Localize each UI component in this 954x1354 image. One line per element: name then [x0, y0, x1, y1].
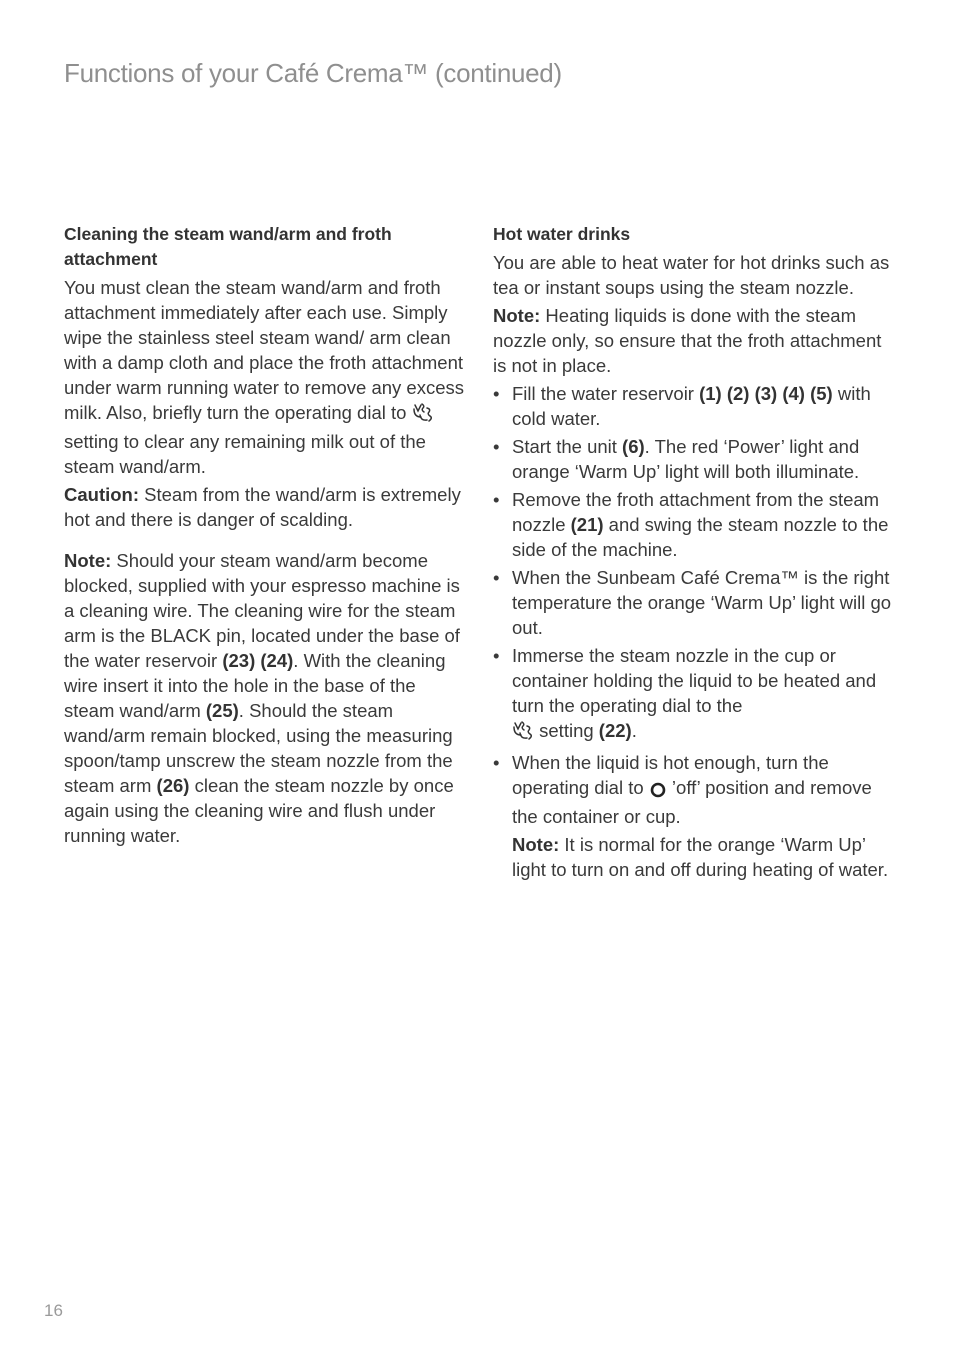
- list-text: and swing the steam nozzle to the side of the machine.: [512, 514, 889, 560]
- page-title: Functions of your Café Crema™ (continued): [64, 58, 562, 88]
- caution-paragraph: [64, 482, 464, 532]
- caution-label: Caution:: [64, 484, 140, 505]
- hot-water-note-text: Heating liquids is done with the steam nozzle only, so ensure that the froth attachment is not in place.: [493, 305, 882, 376]
- sub-note-label: Note:: [512, 834, 560, 855]
- cleaning-text-1: You must clean the steam wand/arm and froth attachment immediately after each use. Simply wipe the stainless steel steam wand/ arm clean with a damp cloth and place the froth attachment under warm running water to remove any excess milk. Also, briefly turn the operating dial to: [64, 277, 464, 423]
- note-text-3: . Should the steam wand/arm remain blocked, using the measuring spoon/tamp unscrew the steam nozzle from the steam arm: [64, 700, 453, 796]
- list-text: When the liquid is hot enough, turn the operating dial to: [512, 752, 829, 798]
- list-text: When the Sunbeam Café Crema™ is the right temperature the orange ‘Warm Up’ light will go out.: [512, 567, 892, 638]
- list-text: ’off’ position and remove the container or cup.: [512, 777, 872, 827]
- sub-note: [512, 832, 893, 882]
- instruction-list: [493, 381, 893, 882]
- list-text: .: [631, 720, 637, 741]
- bullet-icon: •: [493, 645, 500, 666]
- hot-water-note-label: Note:: [493, 305, 541, 326]
- note-text-2: . With the cleaning wire insert it into the hole in the base of the steam wand/arm: [64, 650, 446, 721]
- note-label: Note:: [64, 550, 112, 571]
- bullet-icon: •: [493, 489, 500, 510]
- list-text: . The red ‘Power’ light and orange ‘Warm Up’ light will both illuminate.: [512, 436, 860, 482]
- list-ref: (1) (2) (3) (4) (5): [699, 383, 833, 404]
- list-item: [493, 565, 893, 640]
- list-item: [493, 434, 893, 484]
- list-ref: (21): [570, 514, 604, 535]
- page-number: 16: [44, 1301, 63, 1320]
- bullet-icon: •: [493, 567, 500, 588]
- note-text-4: clean the steam nozzle by once again using the cleaning wire and flush under running water.: [64, 775, 454, 846]
- bullet-icon: •: [493, 752, 500, 773]
- list-text: Start the unit: [512, 436, 623, 457]
- cleaning-text-2: setting to clear any remaining milk out of the steam wand/arm.: [64, 431, 426, 477]
- note-text-1: Should your steam wand/arm become blocked, supplied with your espresso machine is a cleaning wire. The cleaning wire for the steam arm is the BLACK pin, located under the base of the water reservoir: [64, 550, 460, 671]
- steam-icon: [412, 403, 434, 429]
- sub-note-text: It is normal for the orange ‘Warm Up’ light to turn on and off during heating of water.: [512, 834, 889, 880]
- list-ref: (6): [622, 436, 645, 457]
- caution-text: Steam from the wand/arm is extremely hot and there is danger of scalding.: [64, 484, 461, 530]
- right-column: [493, 222, 893, 885]
- list-text: with cold water.: [512, 383, 871, 429]
- section-heading-hot-water: Hot water drinks: [493, 224, 631, 244]
- list-ref: (22): [598, 720, 632, 741]
- list-item: [493, 750, 893, 882]
- list-text: Fill the water reservoir: [512, 383, 700, 404]
- left-column: [64, 222, 464, 851]
- hot-water-note: [493, 303, 893, 378]
- hot-water-intro: You are able to heat water for hot drinks such as tea or instant soups using the steam nozzle.: [493, 252, 890, 298]
- bullet-icon: •: [493, 383, 500, 404]
- list-text: Remove the froth attachment from the steam nozzle: [512, 489, 880, 535]
- note-paragraph: [64, 548, 464, 848]
- list-text: setting: [534, 720, 599, 741]
- list-item: [493, 487, 893, 562]
- note-ref-2: (25): [205, 700, 239, 721]
- list-text: Immerse the steam nozzle in the cup or container holding the liquid to be heated and turn the operating dial to the: [512, 645, 877, 716]
- cleaning-paragraph: [64, 275, 464, 479]
- off-circle-icon: [649, 779, 667, 804]
- note-ref-3: (26): [156, 775, 190, 796]
- section-heading-cleaning: Cleaning the steam wand/arm and froth attachment: [64, 224, 392, 269]
- steam-icon: [512, 721, 534, 747]
- bullet-icon: •: [493, 436, 500, 457]
- list-item: [493, 643, 893, 747]
- note-ref-1: (23) (24): [222, 650, 294, 671]
- list-item: [493, 381, 893, 431]
